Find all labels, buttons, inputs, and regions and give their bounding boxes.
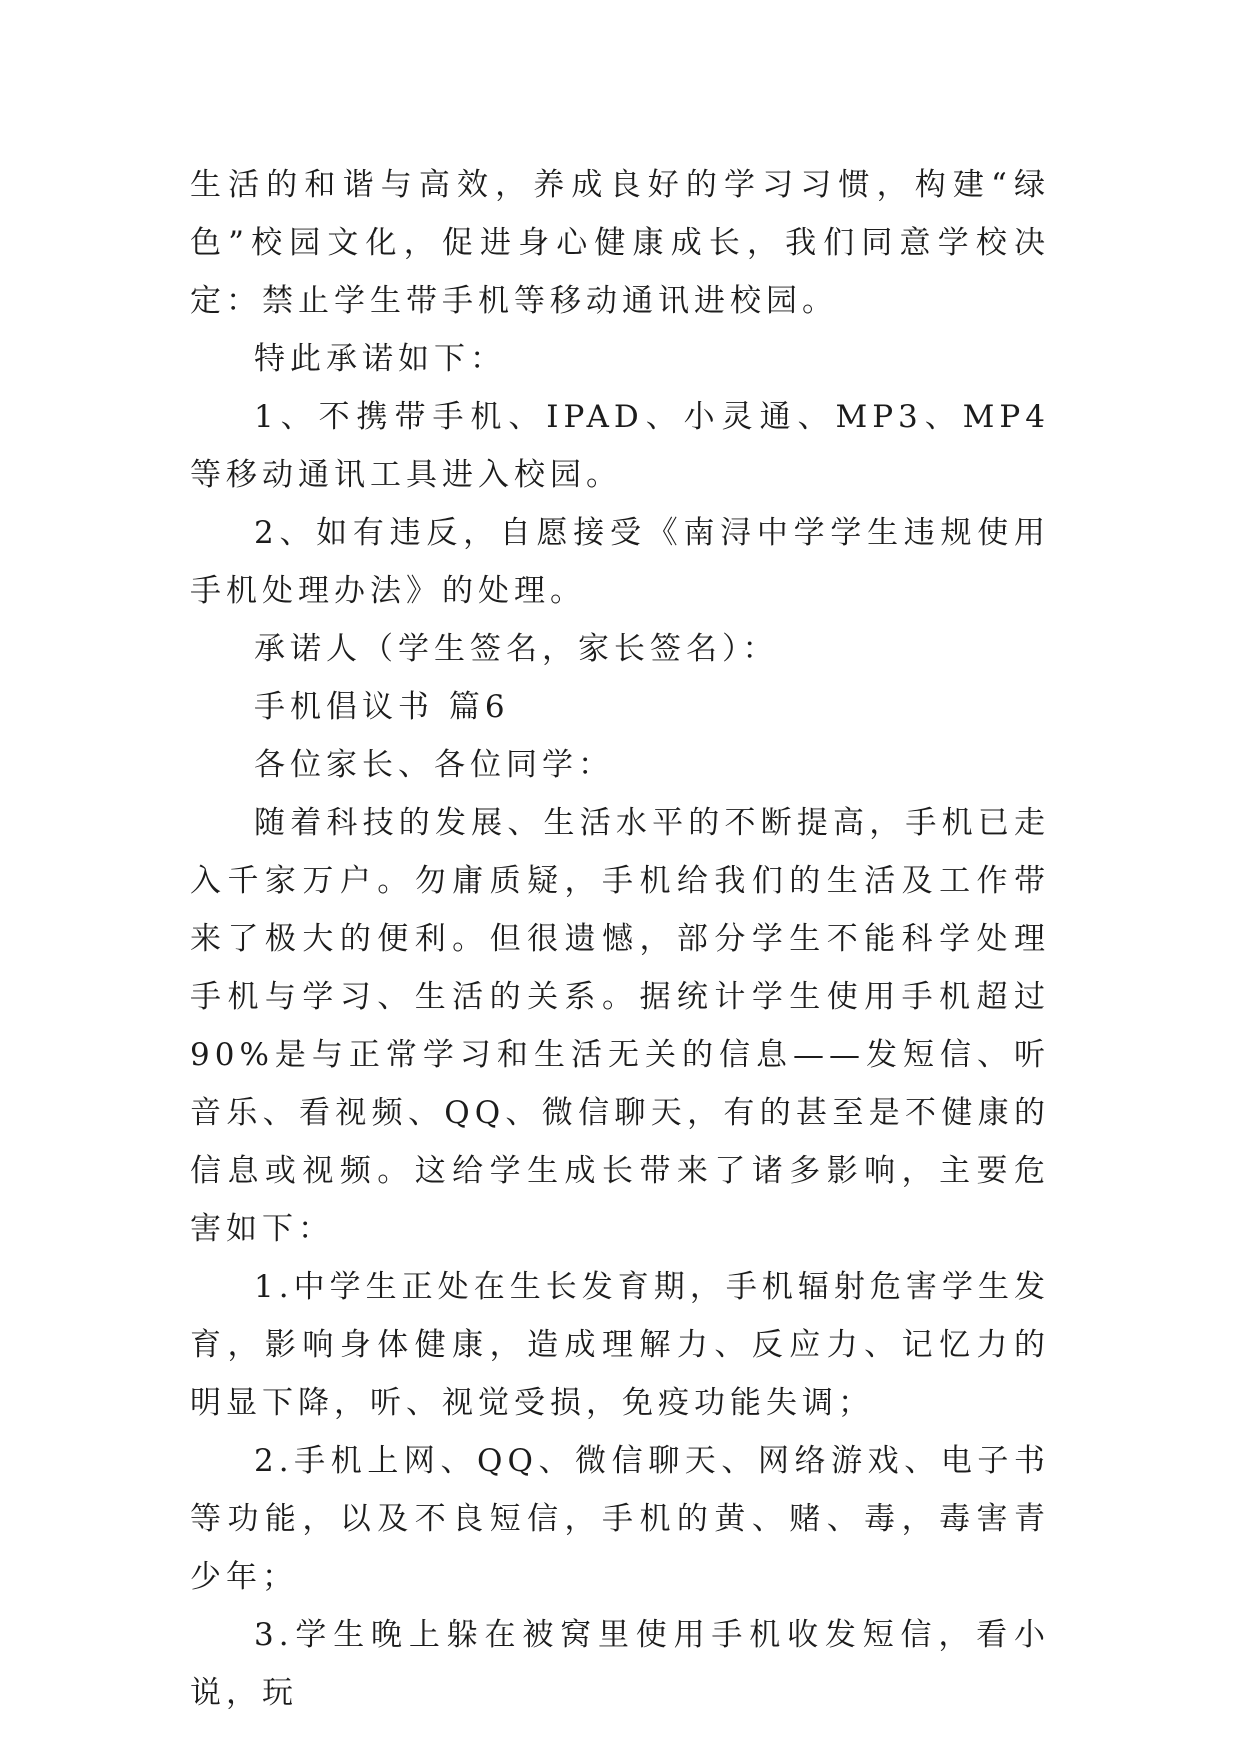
paragraph-signature-line: 承诺人（学生签名，家长签名）： [254,631,779,667]
paragraph-harm-3: 3.学生晚上躲在被窝里使用手机收发短信，看小说，玩 [190,1617,1050,1711]
paragraph-body: 随着科技的发展、生活水平的不断提高，手机已走入千家万户。勿庸质疑，手机给我们的生活及工作带来了极大的便利。但很遗憾，部分学生不能科学处理手机与学习、生活的关系。据统计学生使用手机超过90%是与正常学习和生活无关的信息——发短信、听音乐、看视频、QQ、微信聊天，有的甚至是不健康的信息或视频。这给学生成长带来了诸多影响，主要危害如下： [190,805,1050,1247]
paragraph-harm-1: 1.中学生正处在生长发育期，手机辐射危害学生发育，影响身体健康，造成理解力、反应力、记忆力的明显下降，听、视觉受损，免疫功能失调； [190,1269,1050,1421]
paragraph-continuation: 生活的和谐与高效，养成良好的学习习惯，构建“绿色”校园文化，促进身心健康成长，我们同意学校决定：禁止学生带手机等移动通讯进校园。 [190,167,1050,319]
paragraph-commitment-2: 2、如有违反，自愿接受《南浔中学学生违规使用手机处理办法》的处理。 [190,515,1050,609]
document-body [190,156,1050,1722]
paragraph-commitment-intro: 特此承诺如下： [254,341,506,377]
section-heading: 手机倡议书 篇6 [254,689,510,725]
paragraph-salutation: 各位家长、各位同学： [254,747,614,783]
paragraph-commitment-1: 1、不携带手机、IPAD、小灵通、MP3、MP4等移动通讯工具进入校园。 [190,399,1050,493]
paragraph-harm-2: 2.手机上网、QQ、微信聊天、网络游戏、电子书等功能，以及不良短信，手机的黄、赌、毒，毒害青少年； [190,1443,1050,1595]
